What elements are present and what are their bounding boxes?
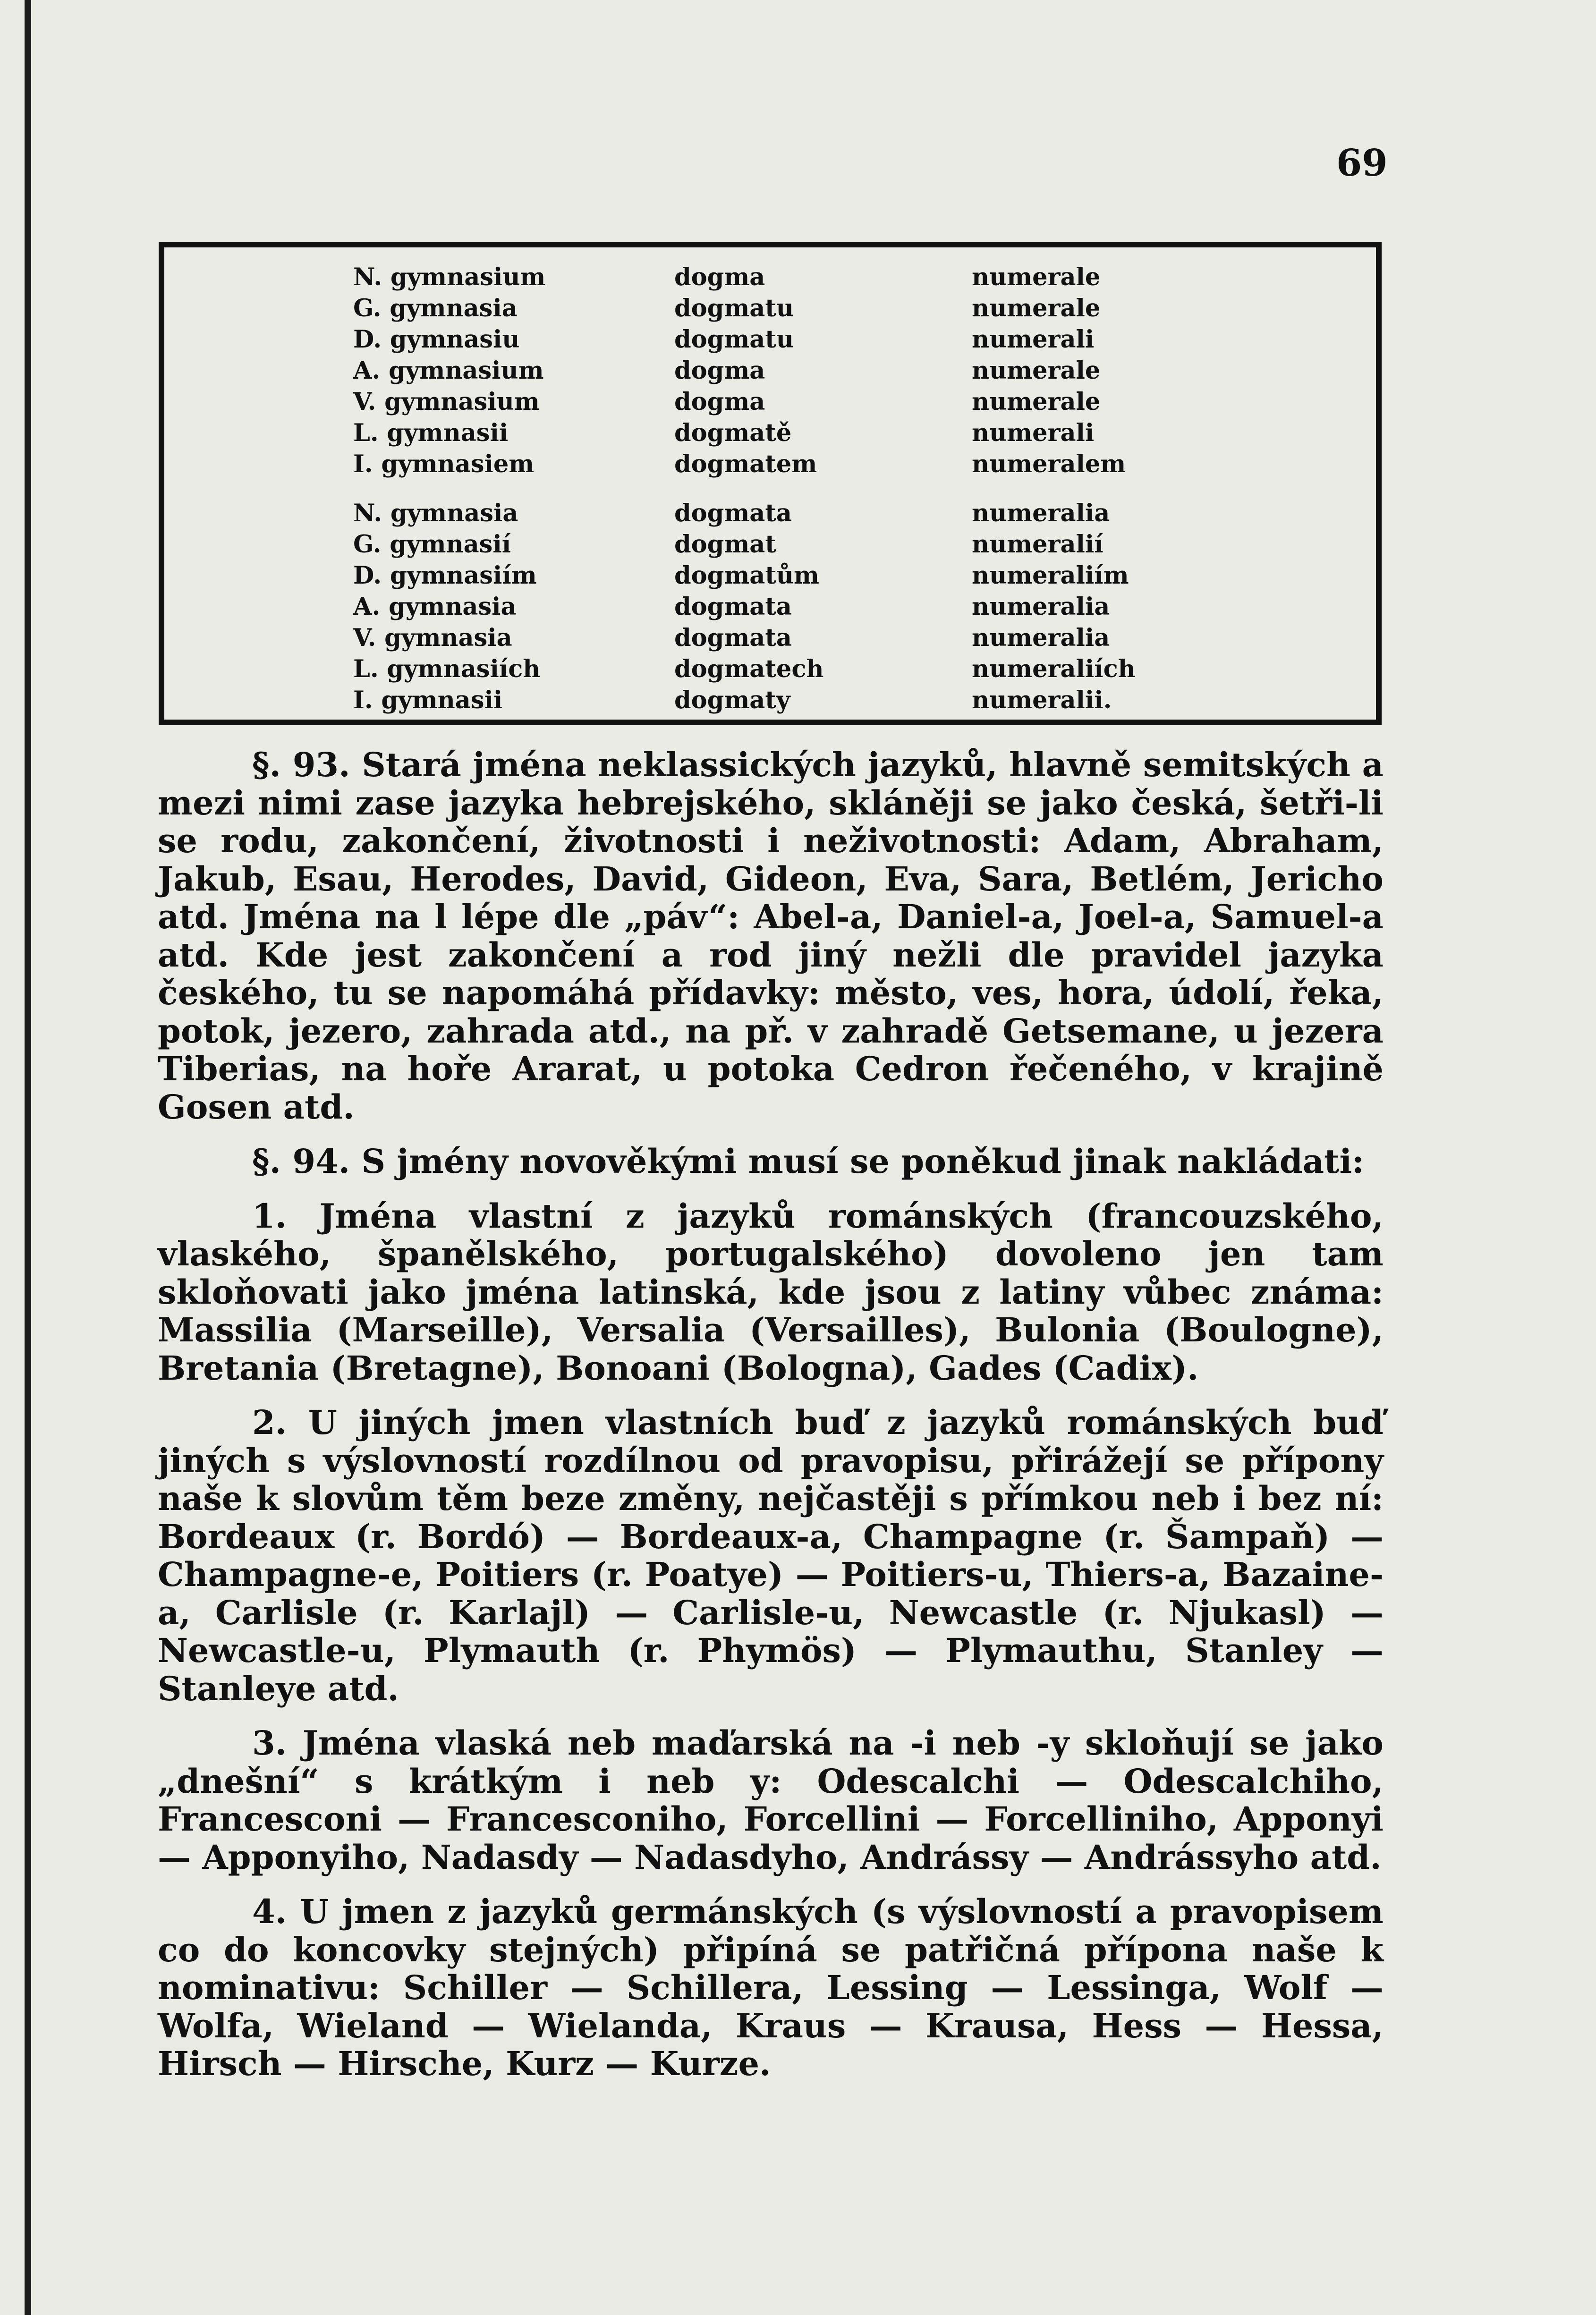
- gymnasium-form: N. gymnasia: [353, 499, 518, 527]
- numerale-form: numerale: [972, 388, 1101, 416]
- declension-table: [159, 242, 1382, 725]
- dogma-form: dogma: [674, 263, 765, 291]
- gymnasium-form: L. gymnasiích: [353, 655, 541, 683]
- gymnasium-form: A. gymnasia: [353, 593, 517, 621]
- gymnasium-form: D. gymnasiím: [353, 561, 537, 590]
- gymnasium-form: L. gymnasii: [353, 419, 509, 447]
- gymnasium-form: G. gymnasií: [353, 530, 511, 559]
- paragraph-94: §. 94. S jmény novověkými musí se poněkud jinak nakládati:: [252, 1142, 1364, 1181]
- dogma-form: dogmata: [674, 624, 792, 652]
- numerale-form: numeralia: [972, 624, 1110, 652]
- gymnasium-form: G. gymnasia: [353, 294, 518, 322]
- dogma-form: dogmatě: [674, 419, 792, 447]
- numerale-form: numeralia: [972, 593, 1110, 621]
- dogma-form: dogmatu: [674, 325, 794, 354]
- numerale-form: numeralem: [972, 450, 1126, 478]
- numerale-form: numerale: [972, 263, 1101, 291]
- gymnasium-form: I. gymnasiem: [353, 450, 535, 478]
- dogma-form: dogmatům: [674, 561, 819, 590]
- dogma-form: dogmata: [674, 499, 792, 527]
- gymnasium-form: A. gymnasium: [353, 356, 544, 385]
- dogma-form: dogmaty: [674, 686, 790, 714]
- numerale-form: numerale: [972, 356, 1101, 385]
- numerale-form: numeralia: [972, 499, 1110, 527]
- paragraph-94-point-1: 1. Jména vlastní z jazyků románských (francouzského, vlaského, španělského, portugalského) dovoleno jen tam skloňovati jako jména latinská, kde jsou z latiny vůbec známa: Massilia (Marseille), Versalia (Versailles), Bulonia (Boulogne), Bretania (Bretagne), Bonoani (Bologna), Gades (Cadix).: [158, 1196, 1384, 1388]
- numerale-form: numeralií: [972, 530, 1104, 559]
- paragraph-94-point-2: 2. U jiných jmen vlastních buď z jazyků románských buď jiných s výslovností rozdílnou od pravopisu, přirážejí se přípony naše k slovům těm beze změny, nejčastěji s přímkou neb i bez ní: Bordeaux (r. Bordó) — Bordeaux-a, Champagne (r. Šampaň) — Champagne-e, Poitiers (r. Poatye) — Poitiers-u, Thiers-a, Bazaine-a, Carlisle (r. Karlajl) — Carlisle-u, Newcastle (r. Njukasl) — Newcastle-u, Plymauth (r. Phymös) — Plymauthu, Stanley — Stanleye atd.: [158, 1403, 1384, 1708]
- gymnasium-form: I. gymnasii: [353, 686, 503, 714]
- dogma-form: dogmatem: [674, 450, 817, 478]
- numerale-form: numerali: [972, 419, 1095, 447]
- paragraph-94-point-3: 3. Jména vlaská neb maďarská na -i neb -y skloňují se jako „dnešní“ s krátkým i neb y: Odescalchi — Odescalchiho, Francesconi — Francesconiho, Forcellini — Forcelliniho, Apponyi — Apponyiho, Nadasdy — Nadasdyho, Andrássy — Andrássyho atd.: [158, 1723, 1384, 1877]
- dogma-form: dogmat: [674, 530, 776, 559]
- dogma-form: dogmata: [674, 593, 792, 621]
- numerale-form: numeraliích: [972, 655, 1136, 683]
- numerale-form: numeralii.: [972, 686, 1112, 714]
- dogma-form: dogmatu: [674, 294, 794, 322]
- gymnasium-form: V. gymnasium: [353, 388, 540, 416]
- numerale-form: numeraliím: [972, 561, 1129, 590]
- page-number: 69: [1336, 142, 1388, 185]
- dogma-form: dogma: [674, 388, 765, 416]
- numerale-form: numerale: [972, 294, 1101, 322]
- dogma-form: dogma: [674, 356, 765, 385]
- paragraph-94-point-4: 4. U jmen z jazyků germánských (s výslovností a pravopisem co do koncovky stejných) připíná se patřičná přípona naše k nominativu: Schiller — Schillera, Lessing — Lessinga, Wolf — Wolfa, Wieland — Wielanda, Kraus — Krausa, Hess — Hessa, Hirsch — Hirsche, Kurz — Kurze.: [158, 1892, 1384, 2083]
- body-text: [158, 746, 1384, 2100]
- dogma-form: dogmatech: [674, 655, 824, 683]
- page-edge-line: [25, 0, 31, 2315]
- gymnasium-form: V. gymnasia: [353, 624, 512, 652]
- numerale-form: numerali: [972, 325, 1095, 354]
- gymnasium-form: N. gymnasium: [353, 263, 546, 291]
- paragraph-93: §. 93. Stará jména neklassických jazyků, hlavně semitských a mezi nimi zase jazyka hebrejského, skláněji se jako česká, šetři-li se rodu, zakončení, životnosti i neživotnosti: Adam, Abraham, Jakub, Esau, Herodes, David, Gideon, Eva, Sara, Betlém, Jericho atd. Jména na l lépe dle „páv“: Abel-a, Daniel-a, Joel-a, Samuel-a atd. Kde jest zakončení a rod jiný nežli dle pravidel jazyka českého, tu se napomáhá přídavky: město, ves, hora, údolí, řeka, potok, jezero, zahrada atd., na př. v zahradě Getsemane, u jezera Tiberias, na hoře Ararat, u potoka Cedron řečeného, v krajině Gosen atd.: [158, 745, 1384, 1127]
- gymnasium-form: D. gymnasiu: [353, 325, 520, 354]
